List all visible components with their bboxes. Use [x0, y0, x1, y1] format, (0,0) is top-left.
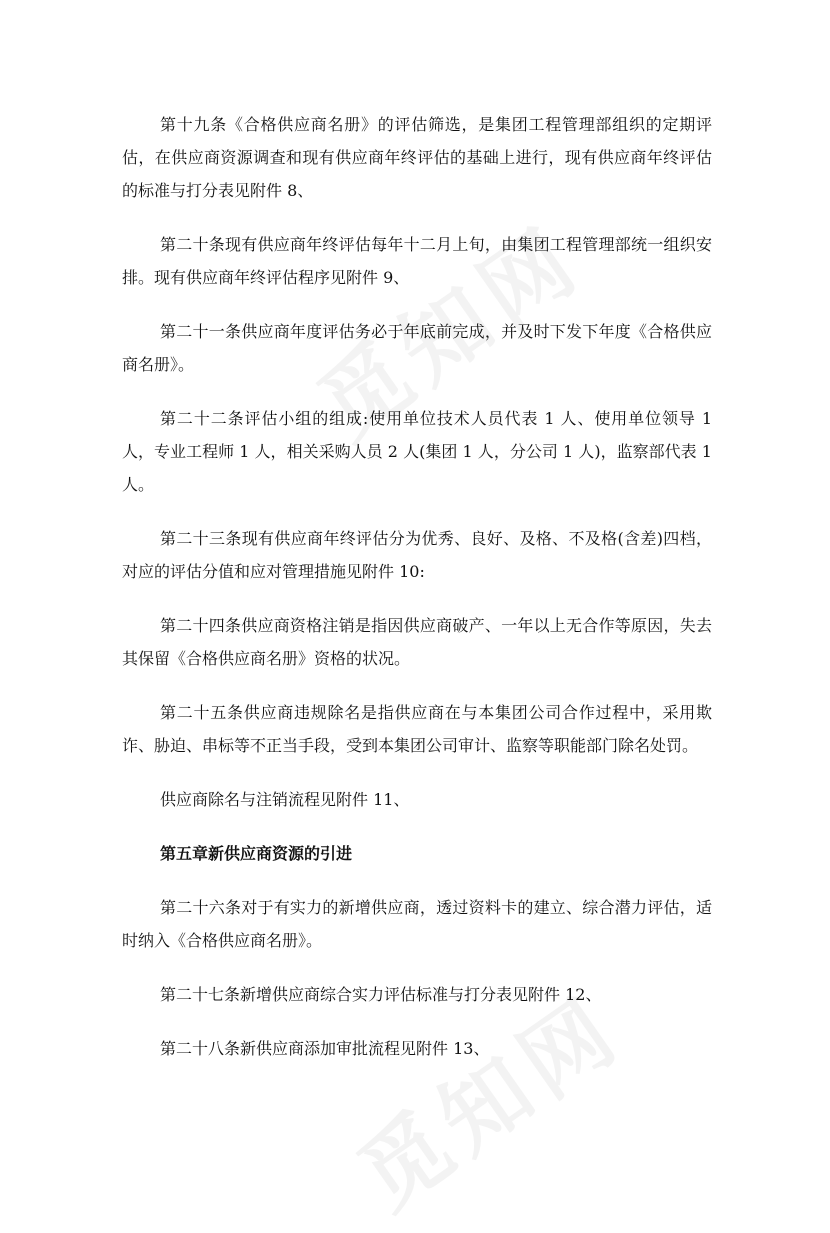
article-25: 第二十五条供应商违规除名是指供应商在与本集团公司合作过程中，采用欺诈、胁迫、串标等不正当手段，受到本集团公司审计、监察等职能部门除名处罚。 [122, 703, 712, 755]
article-21: 第二十一条供应商年度评估务必于年底前完成，并及时下发下年度《合格供应商名册》。 [122, 322, 712, 374]
article-28: 第二十八条新供应商添加审批流程见附件 13、 [160, 1039, 490, 1058]
article-23: 第二十三条现有供应商年终评估分为优秀、良好、及格、不及格(含差)四档，对应的评估分值和应对管理措施见附件 10: [122, 529, 712, 581]
article-26: 第二十六条对于有实力的新增供应商，透过资料卡的建立、综合潜力评估，适时纳入《合格供应商名册》。 [122, 898, 712, 950]
removal-process-note: 供应商除名与注销流程见附件 11、 [160, 790, 410, 809]
article-20: 第二十条现有供应商年终评估每年十二月上旬，由集团工程管理部统一组织安排。现有供应商年终评估程序见附件 9、 [122, 235, 712, 287]
document-body [122, 108, 712, 1086]
article-22: 第二十二条评估小组的组成:使用单位技术人员代表 1 人、使用单位领导 1 人，专业工程师 1 人，相关采购人员 2 人(集团 1 人，分公司 1 人)，监察部代表 1 人。 [122, 409, 712, 494]
article-24: 第二十四条供应商资格注销是指因供应商破产、一年以上无合作等原因，失去其保留《合格供应商名册》资格的状况。 [122, 616, 712, 668]
chapter-5-heading: 第五章新供应商资源的引进 [160, 844, 353, 863]
article-27: 第二十七条新增供应商综合实力评估标准与打分表见附件 12、 [160, 985, 602, 1004]
article-19: 第十九条《合格供应商名册》的评估筛选，是集团工程管理部组织的定期评估，在供应商资源调查和现有供应商年终评估的基础上进行，现有供应商年终评估的标准与打分表见附件 8、 [122, 115, 712, 200]
